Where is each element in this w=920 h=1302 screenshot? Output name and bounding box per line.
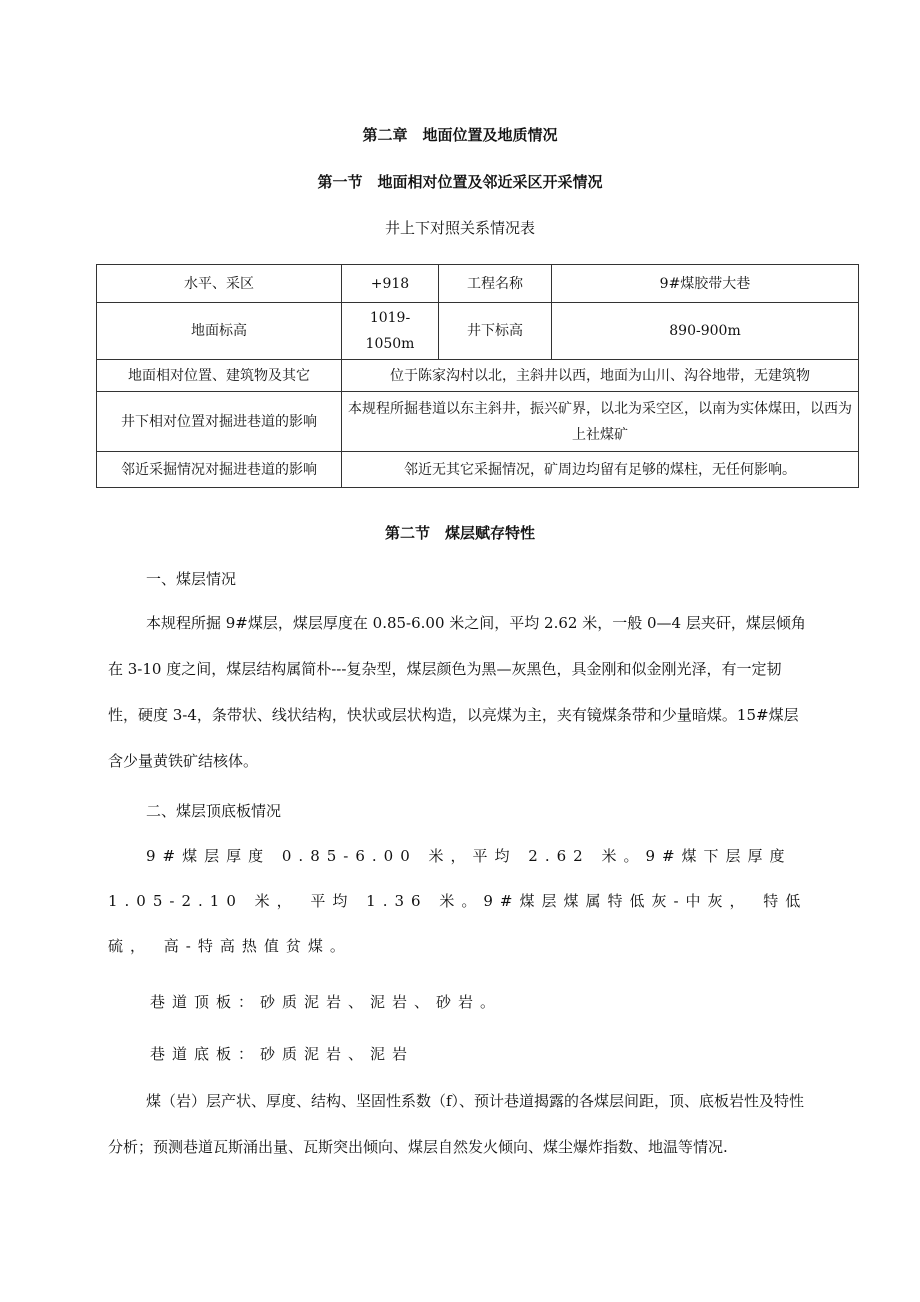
table-cell: 本规程所掘巷道以东主斜井，振兴矿界，以北为采空区，以南为实体煤田，以西为上社煤矿 (342, 392, 859, 452)
table-cell: +918 (342, 265, 439, 303)
paragraph-text: 9#煤层厚度 0.85-6.00 米，平均 2.62 米。9#煤下层厚度 1.05-2.10 米， 平均 1.36 米。9#煤层煤属特低灰-中灰， 特低硫， 高-特高热值贫煤。 (108, 847, 808, 955)
paragraph (108, 834, 808, 969)
section-title: 第二节 煤层赋存特性 (384, 524, 535, 542)
table-cell: 位于陈家沟村以北，主斜井以西，地面为山川、沟谷地带，无建筑物 (342, 360, 859, 392)
table-cell: 井下标高 (439, 303, 552, 360)
table-cell: 9#煤胶带大巷 (552, 265, 859, 303)
table-cell: 地面标高 (97, 303, 342, 360)
paragraph (108, 1078, 808, 1170)
table-cell: 邻近采掘情况对掘进巷道的影响 (97, 452, 342, 488)
table-cell: 地面相对位置、建筑物及其它 (97, 360, 342, 392)
paragraph-text: 本规程所掘 9#煤层，煤层厚度在 0.85-6.00 米之间，平均 2.62 米，一般 0—4 层夹矸，煤层倾角在 3-10 度之间，煤层结构属简朴---复杂型，煤层颜色为黑—灰黑色，具金刚和似金刚光泽，有一定韧性，硬度 3-4，条带状、线状结构，快状或层状构造，以亮煤为主，夹有镜煤条带和少量暗煤。15#煤层含少量黄铁矿结核体。 (108, 614, 806, 770)
table-caption: 井上下对照关系情况表 (384, 219, 535, 237)
relation-table (96, 264, 859, 488)
table-cell: 1019-1050m (342, 303, 439, 360)
table-cell: 890-900m (552, 303, 859, 360)
paragraph (108, 600, 808, 784)
roof-line: 巷道顶板：砂质泥岩、泥岩、砂岩。 (150, 993, 503, 1011)
chapter-title: 第二章 地面位置及地质情况 (362, 126, 558, 144)
floor-line: 巷道底板：砂质泥岩、泥岩 (150, 1045, 415, 1063)
table-row (97, 392, 859, 452)
table-cell: 水平、采区 (97, 265, 342, 303)
table-row (97, 452, 859, 488)
table-row (97, 360, 859, 392)
subsection-title: 一、煤层情况 (146, 570, 237, 588)
table-cell: 邻近无其它采掘情况，矿周边均留有足够的煤柱，无任何影响。 (342, 452, 859, 488)
section-title: 第一节 地面相对位置及邻近采区开采情况 (317, 173, 603, 191)
subsection-title: 二、煤层顶底板情况 (146, 802, 282, 820)
table-row (97, 265, 859, 303)
table-row (97, 303, 859, 360)
table-cell: 井下相对位置对掘进巷道的影响 (97, 392, 342, 452)
paragraph-text: 煤（岩）层产状、厚度、结构、坚固性系数（f）、预计巷道揭露的各煤层间距，顶、底板岩性及特性分析；预测巷道瓦斯涌出量、瓦斯突出倾向、煤层自然发火倾向、煤尘爆炸指数、地温等情况. (108, 1092, 805, 1156)
table-cell: 工程名称 (439, 265, 552, 303)
